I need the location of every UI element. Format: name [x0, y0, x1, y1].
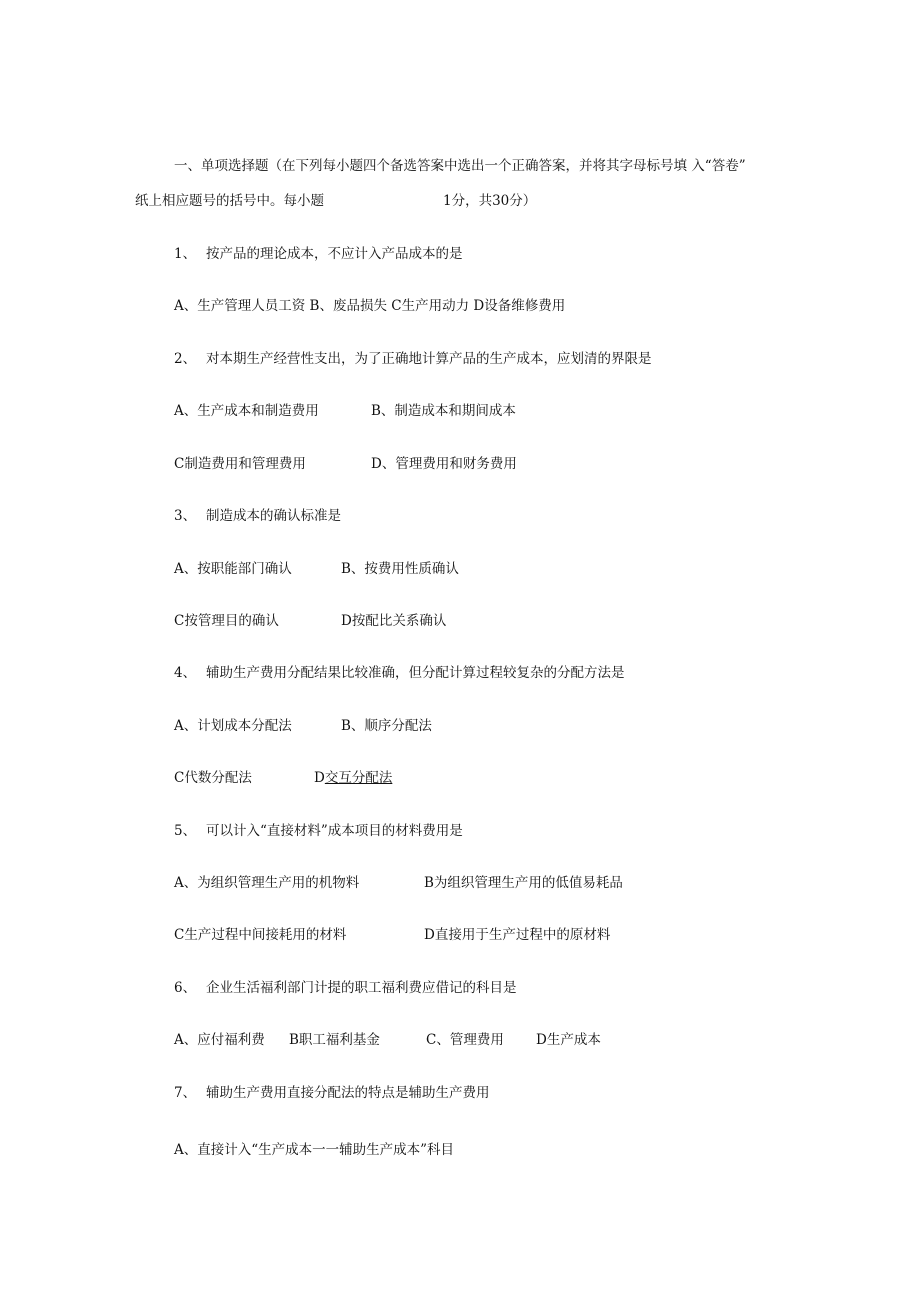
option-d: D生产成本 — [536, 1032, 601, 1048]
question-number: 1、 — [174, 246, 197, 262]
question-stem: 制造成本的确认标准是 — [206, 508, 341, 524]
option-c: C、管理费用 — [426, 1032, 504, 1048]
question-stem: 企业生活福利部门计提的职工福利费应借记的科目是 — [206, 980, 517, 996]
question-stem: 可以计入“直接材料”成本项目的材料费用是 — [206, 823, 463, 839]
question-number: 6、 — [174, 980, 197, 996]
option-a: A、计划成本分配法 — [174, 718, 292, 734]
option-d: D直接用于生产过程中的原材料 — [424, 927, 611, 943]
option-b: B职工福利基金 — [289, 1032, 380, 1048]
option-a: A、直接计入“生产成本一一辅助生产成本”科目 — [174, 1142, 455, 1158]
option-b: B、制造成本和期间成本 — [371, 403, 516, 419]
question-stem: 辅助生产费用直接分配法的特点是辅助生产费用 — [206, 1085, 490, 1101]
option-c: C生产过程中间接耗用的材料 — [174, 927, 347, 943]
question-stem: 辅助生产费用分配结果比较准确，但分配计算过程较复杂的分配方法是 — [206, 665, 625, 681]
option-d — [314, 766, 392, 786]
option-c: C按管理目的确认 — [174, 613, 279, 629]
section-header-line-2a: 纸上相应题号的括号中。每小题 — [135, 193, 324, 209]
question-stem: 按产品的理论成本，不应计入产品成本的是 — [206, 246, 463, 262]
question-number: 3、 — [174, 508, 197, 524]
question-number: 4、 — [174, 665, 197, 681]
option-a: A、生产成本和制造费用 — [174, 403, 319, 419]
option-c: C代数分配法 — [174, 770, 252, 786]
section-header-line-2b: 1分，共30分） — [443, 193, 537, 209]
option-a: A、按职能部门确认 — [174, 561, 292, 577]
option-a: A、应付福利费 — [174, 1032, 265, 1048]
option-d-prefix: D — [314, 770, 325, 786]
question-stem: 对本期生产经营性支出，为了正确地计算产品的生产成本，应划清的界限是 — [206, 351, 652, 367]
section-header-line-1: 一、单项选择题（在下列每小题四个备选答案中选出一个正确答案，并将其字母标号填 入“答卷” — [174, 158, 746, 174]
question-options: A、生产管理人员工资 B、废品损失 C生产用动力 D设备维修费用 — [174, 298, 566, 314]
option-b: B、按费用性质确认 — [341, 561, 459, 577]
question-number: 7、 — [174, 1085, 197, 1101]
option-b: B为组织管理生产用的低值易耗品 — [424, 875, 623, 891]
option-d: D按配比关系确认 — [341, 613, 447, 629]
question-number: 5、 — [174, 823, 197, 839]
question-number: 2、 — [174, 351, 197, 367]
option-c: C制造费用和管理费用 — [174, 456, 306, 472]
option-b: B、顺序分配法 — [341, 718, 432, 734]
option-d-text: 交互分配法 — [324, 770, 393, 786]
option-a: A、为组织管理生产用的机物料 — [174, 875, 360, 891]
option-d: D、管理费用和财务费用 — [371, 456, 517, 472]
